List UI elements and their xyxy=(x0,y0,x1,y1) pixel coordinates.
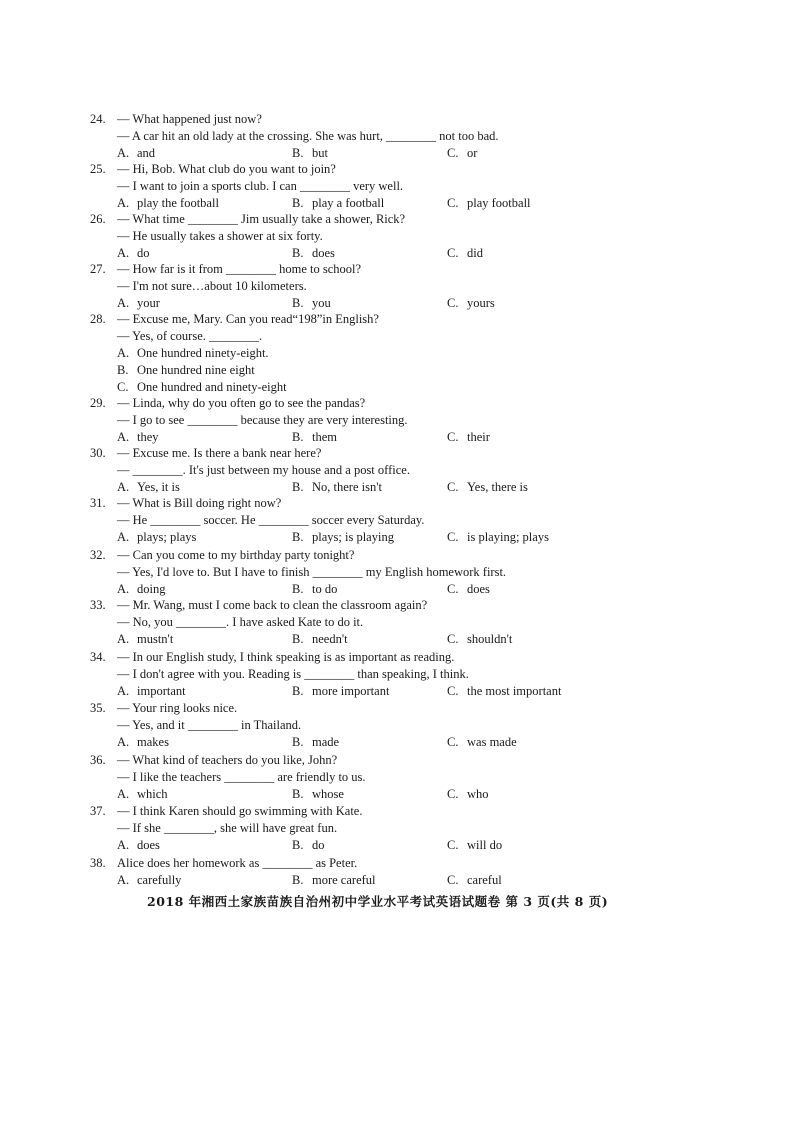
question-text-line: — What time ________ Jim usually take a shower, Rick? xyxy=(117,212,406,226)
option-text: do xyxy=(312,838,325,852)
option-text: or xyxy=(467,146,478,160)
option-text: play the football xyxy=(137,196,219,210)
answer-option xyxy=(117,631,173,648)
option-letter: B. xyxy=(292,582,304,596)
answer-option xyxy=(117,245,150,262)
option-text: whose xyxy=(312,787,344,801)
question-number: 28. xyxy=(90,312,106,326)
answer-option xyxy=(117,479,180,496)
question-number: 24. xyxy=(90,112,106,126)
question-number: 33. xyxy=(90,598,106,612)
answer-option xyxy=(292,786,344,803)
question-text-line: — No, you ________. I have asked Kate to do it. xyxy=(117,615,364,629)
question-text-line: — Excuse me, Mary. Can you read“198”in English? xyxy=(117,312,379,326)
option-text: your xyxy=(137,296,160,310)
option-text: which xyxy=(137,787,168,801)
answer-option xyxy=(447,631,512,648)
option-text: carefully xyxy=(137,873,182,887)
question-text-line: — How far is it from ________ home to school? xyxy=(117,262,362,276)
question-text-line: — Yes, and it ________ in Thailand. xyxy=(117,718,302,732)
option-text: does xyxy=(137,838,160,852)
option-letter: C. xyxy=(447,684,459,698)
question-text-line: — Mr. Wang, must I come back to clean the classroom again? xyxy=(117,598,428,612)
option-letter: B. xyxy=(292,873,304,887)
option-text: Yes, there is xyxy=(467,480,528,494)
option-text: their xyxy=(467,430,490,444)
answer-option xyxy=(292,479,382,496)
option-letter: B. xyxy=(292,530,304,544)
option-text: was made xyxy=(467,735,517,749)
question-number: 27. xyxy=(90,262,106,276)
question-number: 32. xyxy=(90,548,106,562)
option-letter: C. xyxy=(447,246,459,260)
option-letter: A. xyxy=(117,480,130,494)
option-letter: A. xyxy=(117,430,130,444)
option-letter: A. xyxy=(117,346,130,360)
option-letter: B. xyxy=(292,480,304,494)
question-text-line: — Can you come to my birthday party tonight? xyxy=(117,548,355,562)
answer-option xyxy=(447,683,561,700)
question-text-line: — He usually takes a shower at six forty. xyxy=(117,229,323,243)
option-letter: C. xyxy=(447,582,459,596)
option-letter: A. xyxy=(117,787,130,801)
answer-option xyxy=(292,631,348,648)
answer-option xyxy=(117,345,269,362)
answer-option xyxy=(117,379,287,396)
option-letter: B. xyxy=(292,146,304,160)
option-letter: A. xyxy=(117,196,130,210)
answer-option xyxy=(292,734,339,751)
question-text-line: — What happened just now? xyxy=(117,112,262,126)
option-letter: B. xyxy=(292,632,304,646)
answer-option xyxy=(117,683,186,700)
option-letter: B. xyxy=(292,246,304,260)
option-text: Yes, it is xyxy=(137,480,180,494)
option-letter: B. xyxy=(117,363,129,377)
option-letter: B. xyxy=(292,684,304,698)
option-text: made xyxy=(312,735,340,749)
page-footer: 2018 年湘西土家族苗族自治州初中学业水平考试英语试题卷 第 3 页(共 8 页) xyxy=(147,894,609,909)
question-text-line: — I think Karen should go swimming with Kate. xyxy=(117,804,363,818)
question-text-line: — I like the teachers ________ are friendly to us. xyxy=(117,770,366,784)
option-letter: C. xyxy=(447,530,459,544)
answer-option xyxy=(447,837,502,854)
answer-option xyxy=(447,786,489,803)
question-number: 35. xyxy=(90,701,106,715)
option-letter: A. xyxy=(117,873,130,887)
question-text-line: — Your ring looks nice. xyxy=(117,701,238,715)
option-letter: A. xyxy=(117,582,130,596)
answer-option xyxy=(292,529,394,546)
option-text: them xyxy=(312,430,337,444)
option-letter: A. xyxy=(117,296,130,310)
answer-option xyxy=(292,872,376,889)
answer-option xyxy=(292,429,337,446)
question-text-line: — If she ________, she will have great fun. xyxy=(117,821,338,835)
answer-option xyxy=(447,195,531,212)
option-letter: C. xyxy=(447,838,459,852)
option-letter: C. xyxy=(447,787,459,801)
option-letter: A. xyxy=(117,530,130,544)
answer-option xyxy=(292,245,335,262)
question-text-line: — He ________ soccer. He ________ soccer every Saturday. xyxy=(117,513,425,527)
question-number: 38. xyxy=(90,856,106,870)
answer-option xyxy=(447,145,477,162)
question-number: 30. xyxy=(90,446,106,460)
option-text: the most important xyxy=(467,684,562,698)
option-letter: A. xyxy=(117,246,130,260)
option-letter: A. xyxy=(117,146,130,160)
option-text: more important xyxy=(312,684,390,698)
option-text: One hundred and ninety-eight xyxy=(137,380,287,394)
answer-option xyxy=(447,295,495,312)
option-text: play a football xyxy=(312,196,385,210)
answer-option xyxy=(117,734,169,751)
option-letter: A. xyxy=(117,684,130,698)
question-text-line: Alice does her homework as ________ as Peter. xyxy=(117,856,358,870)
answer-option xyxy=(447,429,490,446)
answer-option xyxy=(447,529,549,546)
option-text: doing xyxy=(137,582,166,596)
answer-option xyxy=(292,581,337,598)
question-number: 29. xyxy=(90,396,106,410)
answer-option xyxy=(117,295,160,312)
answer-option xyxy=(292,683,389,700)
option-text: mustn't xyxy=(137,632,174,646)
option-text: important xyxy=(137,684,186,698)
option-text: did xyxy=(467,246,483,260)
answer-option xyxy=(117,786,168,803)
option-letter: C. xyxy=(447,632,459,646)
option-text: makes xyxy=(137,735,169,749)
option-letter: C. xyxy=(447,480,459,494)
option-text: and xyxy=(137,146,156,160)
question-number: 34. xyxy=(90,650,106,664)
answer-option xyxy=(117,872,181,889)
answer-option xyxy=(117,195,219,212)
question-number: 36. xyxy=(90,753,106,767)
option-letter: B. xyxy=(292,735,304,749)
option-text: will do xyxy=(467,838,503,852)
question-number: 31. xyxy=(90,496,106,510)
answer-option xyxy=(292,195,384,212)
answer-option xyxy=(292,837,325,854)
question-text-line: — In our English study, I think speaking is as important as reading. xyxy=(117,650,455,664)
option-text: does xyxy=(467,582,490,596)
question-text-line: — What kind of teachers do you like, John? xyxy=(117,753,338,767)
option-text: more careful xyxy=(312,873,376,887)
answer-option xyxy=(447,872,502,889)
option-text: One hundred ninety-eight. xyxy=(137,346,269,360)
option-text: shouldn't xyxy=(467,632,513,646)
option-letter: B. xyxy=(292,838,304,852)
option-text: needn't xyxy=(312,632,348,646)
option-letter: C. xyxy=(447,430,459,444)
question-text-line: — Linda, why do you often go to see the pandas? xyxy=(117,396,366,410)
option-text: yours xyxy=(467,296,495,310)
option-letter: C. xyxy=(117,380,129,394)
option-letter: A. xyxy=(117,632,130,646)
option-letter: C. xyxy=(447,296,459,310)
option-letter: A. xyxy=(117,735,130,749)
question-text-line: — ________. It's just between my house and a post office. xyxy=(117,463,410,477)
question-text-line: — I go to see ________ because they are very interesting. xyxy=(117,413,408,427)
option-text: is playing; plays xyxy=(467,530,549,544)
option-letter: C. xyxy=(447,146,459,160)
option-letter: C. xyxy=(447,735,459,749)
option-text: plays; plays xyxy=(137,530,197,544)
option-text: careful xyxy=(467,873,502,887)
question-text-line: — Excuse me. Is there a bank near here? xyxy=(117,446,322,460)
option-letter: C. xyxy=(447,873,459,887)
question-number: 25. xyxy=(90,162,106,176)
option-text: One hundred nine eight xyxy=(137,363,255,377)
answer-option xyxy=(117,837,160,854)
question-number: 37. xyxy=(90,804,106,818)
option-text: play football xyxy=(467,196,531,210)
option-letter: B. xyxy=(292,430,304,444)
answer-option xyxy=(117,362,255,379)
answer-option xyxy=(447,581,490,598)
question-text-line: — Yes, I'd love to. But I have to finish ________ my English homework first. xyxy=(117,565,507,579)
answer-option xyxy=(447,734,517,751)
option-letter: A. xyxy=(117,838,130,852)
question-text-line: — I'm not sure…about 10 kilometers. xyxy=(117,279,307,293)
option-text: to do xyxy=(312,582,338,596)
option-letter: B. xyxy=(292,787,304,801)
question-text-line: — I don't agree with you. Reading is ________ than speaking, I think. xyxy=(117,667,469,681)
option-text: does xyxy=(312,246,335,260)
answer-option xyxy=(117,429,159,446)
answer-option xyxy=(292,145,328,162)
answer-option xyxy=(117,581,165,598)
question-text-line: — What is Bill doing right now? xyxy=(117,496,282,510)
answer-option xyxy=(447,245,483,262)
question-text-line: — Hi, Bob. What club do you want to join? xyxy=(117,162,336,176)
option-text: who xyxy=(467,787,489,801)
answer-option xyxy=(447,479,528,496)
answer-option xyxy=(292,295,331,312)
option-text: do xyxy=(137,246,150,260)
option-text: No, there isn't xyxy=(312,480,382,494)
question-text-line: — Yes, of course. ________. xyxy=(117,329,263,343)
option-text: but xyxy=(312,146,328,160)
option-letter: C. xyxy=(447,196,459,210)
option-text: plays; is playing xyxy=(312,530,394,544)
option-text: they xyxy=(137,430,159,444)
option-letter: B. xyxy=(292,196,304,210)
option-letter: B. xyxy=(292,296,304,310)
answer-option xyxy=(117,145,155,162)
question-number: 26. xyxy=(90,212,106,226)
question-text-line: — I want to join a sports club. I can ________ very well. xyxy=(117,179,404,193)
answer-option xyxy=(117,529,196,546)
option-text: you xyxy=(312,296,331,310)
question-text-line: — A car hit an old lady at the crossing. She was hurt, ________ not too bad. xyxy=(117,129,499,143)
